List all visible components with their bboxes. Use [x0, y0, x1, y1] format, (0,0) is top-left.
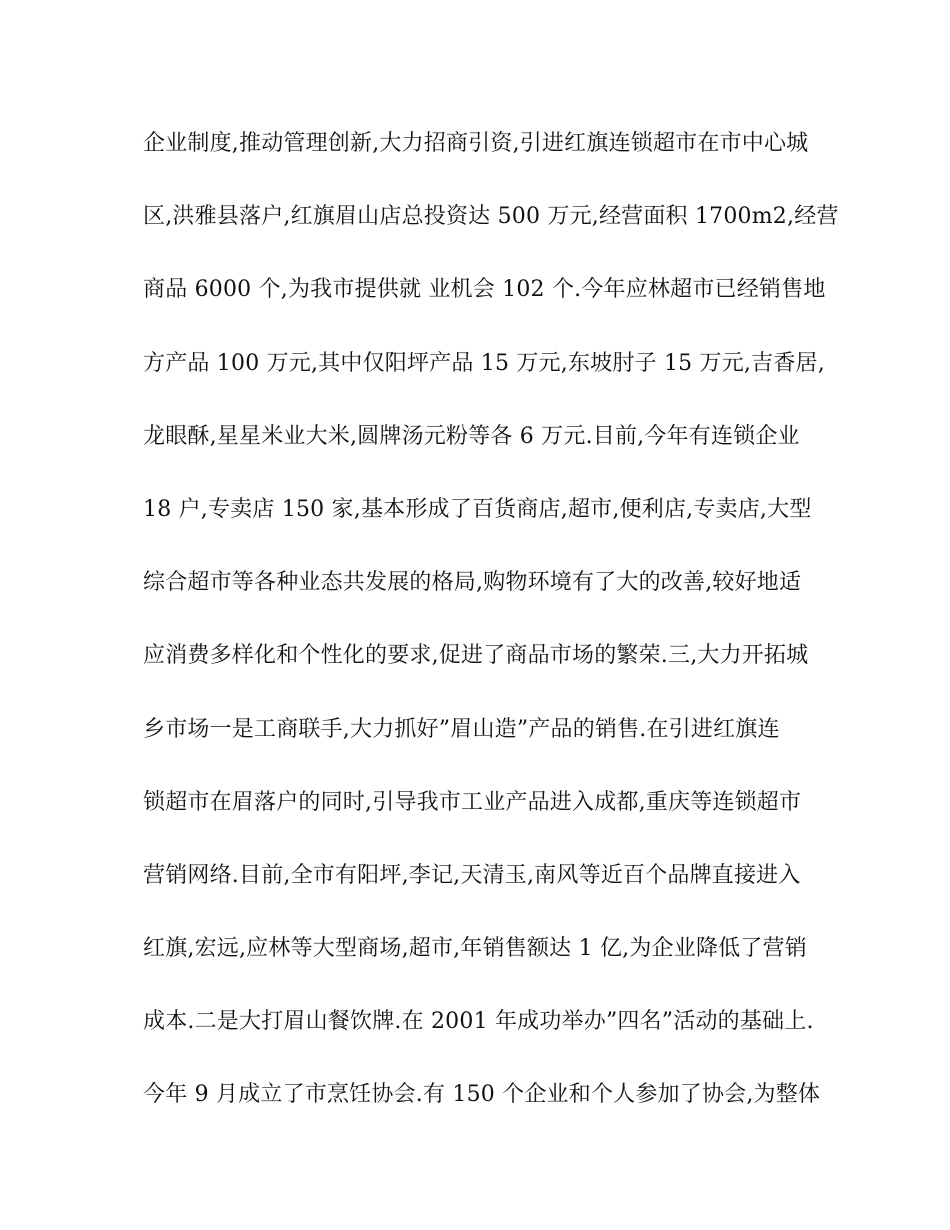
text-line: 18 户,专卖店 150 家,基本形成了百货商店,超市,便利店,专卖店,大型	[143, 496, 812, 522]
text-line: 区,洪雅县落户,红旗眉山店总投资达 500 万元,经营面积 1700m2,经营	[143, 204, 839, 230]
text-line: 商品 6000 个,为我市提供就 业机会 102 个.今年应林超市已经销售地	[143, 277, 826, 303]
text-line: 应消费多样化和个性化的要求,促进了商品市场的繁荣.三,大力开拓城	[143, 643, 809, 669]
text-line: 综合超市等各种业态共发展的格局,购物环境有了大的改善,较好地适	[143, 570, 802, 596]
text-line: 龙眼酥,星星米业大米,圆牌汤元粉等各 6 万元.目前,今年有连锁企业	[143, 423, 800, 449]
text-line: 今年 9 月成立了市烹饪协会.有 150 个企业和个人参加了协会,为整体	[143, 1082, 821, 1108]
text-line: 成本.二是大打眉山餐饮牌.在 2001 年成功举办”四名”活动的基础上.	[143, 1009, 814, 1035]
text-line: 企业制度,推动管理创新,大力招商引资,引进红旗连锁超市在市中心城	[143, 131, 809, 156]
text-line: 红旗,宏远,应林等大型商场,超市,年销售额达 1 亿,为企业降低了营销	[143, 936, 807, 962]
text-line: 锁超市在眉落户的同时,引导我市工业产品进入成都,重庆等连锁超市	[143, 789, 802, 815]
text-line: 乡市场一是工商联手,大力抓好”眉山造”产品的销售.在引进红旗连	[143, 716, 780, 742]
body-text	[143, 121, 839, 1146]
text-line: 方产品 100 万元,其中仅阳坪产品 15 万元,东坡肘子 15 万元,吉香居,	[143, 350, 825, 376]
text-line: 营销网络.目前,全市有阳坪,李记,天清玉,南风等近百个品牌直接进入	[143, 862, 801, 888]
